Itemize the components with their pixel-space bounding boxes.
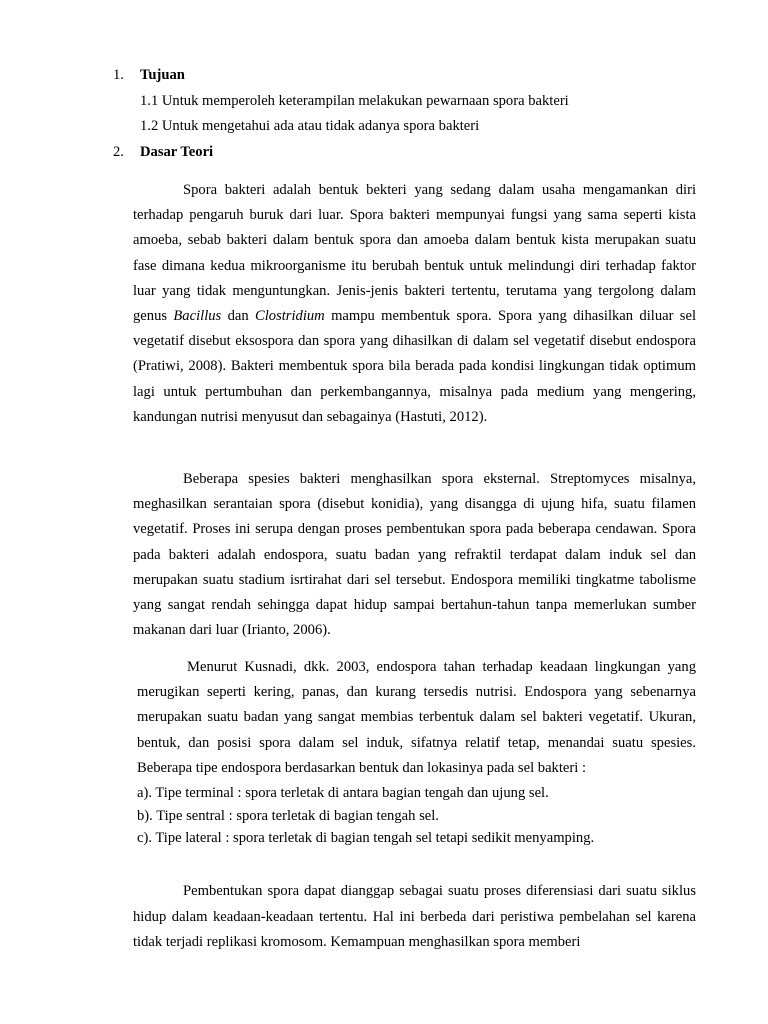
paragraph-text: Pembentukan spora dapat dianggap sebagai suatu proses diferensiasi dari suatu siklus hidup dalam keadaan-keadaan tertentu. Hal ini berbeda dari peristiwa pembelahan sel karena tidak terjadi replikasi kromosom. Kemampuan menghasilkan spora memberi [133,883,696,950]
spore-type-list [137,782,594,850]
genus-name: Bacillus [173,308,222,325]
section-title: Dasar Teori [140,144,214,160]
section-title: Tujuan [140,67,185,83]
objective-item: 1.1 Untuk memperoleh keterampilan melakukan pewarnaan spora bakteri [140,93,569,109]
section-number: 1. [113,67,124,83]
genus-name: Clostridium [254,308,325,325]
paragraph-pembentukan-spora [133,879,696,956]
objective-item: 1.2 Untuk mengetahui ada atau tidak adanya spora bakteri [140,118,480,134]
paragraph-text: dan [221,308,255,325]
paragraph-text: Spora bakteri adalah bentuk bekteri yang sedang dalam usaha mengamankan diri terhadap pengaruh buruk dari luar. Spora bakteri mempunyai fungsi yang sama seperti kista amoeba, sebab bakteri dalam bentuk spora dan amoeba dalam bentuk kista merupakan suatu fase dimana kedua mikroorganisme itu berubah bentuk untuk melindungi diri terhadap faktor luar yang tidak menguntungkan. Jenis-jenis bakteri tertentu, terutama yang tergolong dalam genus [133,182,696,325]
paragraph-text: Menurut Kusnadi, dkk. 2003, endospora tahan terhadap keadaan lingkungan yang merugikan seperti kering, panas, dan kurang tersedis nutrisi. Endospora yang sebenarnya merupakan suatu badan yang sangat membias terbentuk dalam sel bakteri vegetatif. Ukuran, bentuk, dan posisi spora dalam sel induk, sifatnya relatif tetap, menandai suatu spesies. Beberapa tipe endospora berdasarkan bentuk dan lokasinya pada sel bakteri : [137,659,696,776]
list-item: b). Tipe sentral : spora terletak di bagian tengah sel. [137,807,439,824]
paragraph-text: mampu membentuk spora. Spora yang dihasilkan diluar sel vegetatif disebut eksospora dan spora yang dihasilkan di dalam sel vegetatif disebut endospora (Pratiwi, 2008). Bakteri membentuk spora bila berada pada kondisi lingkungan tidak optimum lagi untuk pertumbuhan dan perkembangannya, misalnya pada medium yang mengering, kandungan nutrisi menyusut dan sebagainya (Hastuti, 2012). [133,308,696,425]
paragraph-spora-eksternal [133,467,696,643]
paragraph-text: Beberapa spesies bakteri menghasilkan spora eksternal. Streptomyces misalnya, meghasilkan serantaian spora (disebut konidia), yang disangga di ujung hifa, suatu filamen vegetatif. Proses ini serupa dengan proses pembentukan spora pada beberapa cendawan. Spora pada bakteri adalah endospora, suatu badan yang refraktil terdapat dalam induk sel dan merupakan suatu stadium isrtirahat dari sel tersebut. Endospora memiliki tingkatme tabolisme yang sangat rendah sehingga dapat hidup sampai bertahun-tahun tanpa memerlukan sumber makanan dari luar (Irianto, 2006). [133,471,696,639]
paragraph-endospora [137,655,696,781]
section-number: 2. [113,144,124,160]
section-heading-dasar-teori [113,144,213,161]
paragraph-spora-bakteri [133,178,696,430]
list-item: c). Tipe lateral : spora terletak di bagian tengah sel tetapi sedikit menyamping. [137,830,595,846]
section-heading-tujuan [113,67,185,84]
list-item: a). Tipe terminal : spora terletak di antara bagian tengah dan ujung sel. [137,785,549,801]
